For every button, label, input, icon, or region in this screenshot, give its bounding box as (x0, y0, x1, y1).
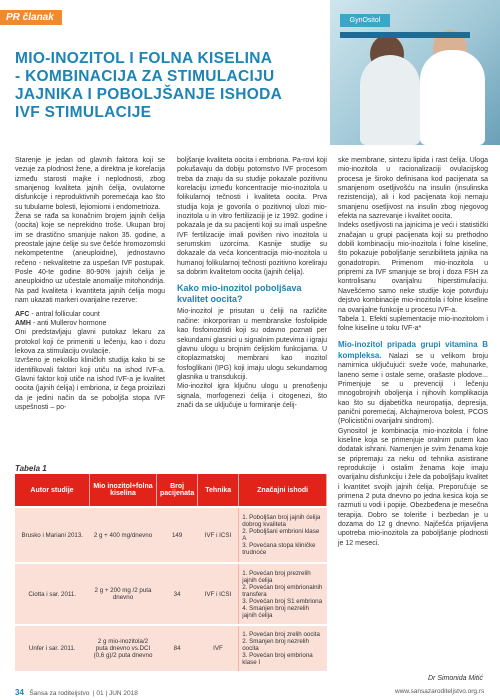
outcome-item: 2. Poboljšani embrioni klase A (242, 528, 320, 542)
paragraph: Gynositol je kombinacija mio-inozitola i folne kiseline koja se primenjuje oralnim putem kao dodatak ishrani. Namenjen je svim ženama koje se pripremaju za neku od tehnika asistirane reprodukcije i ostalim ženama koje imaju ovarijalnu disfunkciju i žele da poboljšaju kvalitet i kvantitet svojih jajnih ćelija. Preporučuje se primena 2 puta dnevno po jedna kesica koja se razmuti u vodi i popije. Obezbeđena je mesečna terapija. Dobro se toleriše i bezbedan je u dozama do 12 g dnevno. Najčešća prijavljena upotreba mio-inozitola za poboljšanje plodnosti je 12 meseci. (338, 427, 488, 547)
page-number: 34 (15, 688, 24, 697)
abbr: AMH (15, 319, 31, 327)
title-line: MIO-INOZITOL I FOLNA KISELINA (15, 50, 273, 67)
issue-info: 01 | JUN 2018 (96, 690, 138, 697)
paragraph: Oni predstavljaju glavni putokaz lekaru za protokol koji će primeniti u lečenju, kao i dozu lekova za stimulaciju ovulacije. (15, 329, 165, 355)
section-tag: PR članak (0, 10, 62, 25)
author-signature: Dr Simonida Mitić (428, 675, 483, 682)
column-header: Značajni ishodi (239, 474, 327, 507)
abbr-desc: - antral follicular count (29, 310, 100, 318)
outcome-item: 3. Povećan broj embriona klase I (242, 652, 313, 666)
definition (15, 310, 165, 319)
cell-technique: IVF i ICSI (198, 507, 239, 563)
paragraph: Žena se rađa sa konačnim brojem jajnih ćelija (oocita) koje se neprekidno troše. Ukupan broj im se drastično smanjuje nakon 35. godine, a preostale jajne ćelije su sve češće hromozomski nekompetentne (aneuploidne), jednostavno rečeno - nekvalitetne za uspešan IVF postupak. Posle 40-te godine 80-90% jajnih ćelija je aneuploidno uz učestale anomalije mitohondrija. Na pad kvaliteta i kvantiteta jajnih ćelija mogu nam ukazati markeri ovarijalne rezerve: (15, 213, 165, 305)
outcome-item: 2. Povećan broj embrionalnih transfera (242, 583, 323, 598)
cell-patients: 34 (157, 563, 198, 625)
table-header-row (15, 474, 327, 507)
person-body (360, 55, 420, 145)
person-body (420, 50, 485, 145)
cell-outcomes (239, 563, 327, 625)
column-2 (177, 156, 327, 410)
cell-technique: IVF i ICSI (198, 563, 239, 625)
abbr-desc: - anti Mullerov hormone (30, 319, 107, 327)
cell-dose: 2 g mio-inozitola/2 puta dnevno vs.DCI (0,6 g)/2 puta dnevno (90, 625, 157, 671)
definition (15, 319, 165, 328)
results-table (15, 474, 327, 671)
paragraph: Indeks osetljivosti na jajnicima je veći i statistički značajan u grupi pacijenata koji su prethodno dobili kombinaciju mio-inozitola i folne kiseline, što pokazuje poboljšanje senzibiliteta jajnika na gonadotropin. Primenom mio-inozitola u pripremi za IVF smanjuje se broj i doza FSH za kontrolisanu ovarijalnu hiperstimulaciju. Navešćemo samo neke studije koje potvrđuju dejstvo kombinacije mio-inozitola i folne kiseline na ovarijalne funkcije u procesu IVF-a. (338, 222, 488, 314)
outcome-item: 4. Smanjen broj nezrelih jajnih ćelija (242, 604, 309, 619)
footer-website: www.sansazaroditeljstvo.org.rs (395, 688, 485, 695)
title-line: - KOMBINACIJA ZA STIMULACIJU (15, 68, 275, 85)
cell-technique: IVF (198, 625, 239, 671)
outcome-item: 1. Poboljšan broj jajnih ćelija dobrog kvaliteta (242, 514, 321, 528)
column-header: Autor studije (15, 474, 90, 507)
cell-author: Ciotta i sar. 2011. (15, 563, 90, 625)
title-line: IVF STIMULACIJE (15, 104, 152, 121)
paragraph: Mio-inozitol je prisutan u ćeliji na različite načine: inkorporiran u membranske fosfolipide kao fosfoinozitidi koji su odavno poznati per sekundarni glasnici u signalnim putevima i igraju glavnu ulogu u brojnim ćelijskim funkcijama. U citoplazmatskoj membrani kao inozitol fosfoglikani (IPG) koji imaju ulogu sekundarnog glasnika u transdukciji. (177, 308, 327, 381)
table-row (15, 625, 327, 671)
outcome-item: 2. Smanjen broj nezrelih oocita (242, 638, 309, 652)
brand-bar (340, 32, 470, 38)
column-3 (338, 156, 488, 548)
cell-outcomes (239, 507, 327, 563)
cell-patients: 84 (157, 625, 198, 671)
table-caption: Tabela 1 (15, 464, 47, 473)
column-header: Broj pacijenata (157, 474, 198, 507)
paragraph (338, 339, 488, 427)
paragraph: Izvršeno je nekoliko kliničkih studija kako bi se identifikovali faktori koji utiču na ishod IVF-a. Glavni faktor koji utiče na ishod IVF-a je kvalitet oocita (jajnih ćelija) i embriona, iz čega proizilazi da je jedini način da se poboljša stopa IVF uspešnosti – po- (15, 357, 165, 411)
hero-image (330, 0, 500, 145)
article-title (15, 50, 320, 122)
cell-dose: 2 g + 200 mg /2 puta dnevno (90, 563, 157, 625)
cell-patients: 149 (157, 507, 198, 563)
table-row (15, 563, 327, 625)
paragraph: Starenje je jedan od glavnih faktora koji se vezuje za plodnost žene, a direktna je korelacija između starosti majke i neplodnosti, zbog smanjenog kvaliteta jajnih ćelija, ovulatorne disfunkcije i reproduktivnih poremećaja kao što su tubularne bolesti, lejiomiomi i endometrioza. (15, 157, 165, 211)
brand-logo: GynOsitol (340, 14, 390, 27)
cell-outcomes (239, 625, 327, 671)
footer-left: 34 Šansa za roditeljstvo | 01 | JUN 2018 (15, 688, 138, 697)
paragraph: Tabela 1. Efekti suplementacije mio-inozitolom i folne kiseline u toku IVF-a* (338, 315, 488, 333)
table-row (15, 507, 327, 563)
subheading: Mio-inozitol pripada grupi vitamina B kompleksa. (338, 339, 488, 360)
column-header: Mio inozitol+folna kiselina (90, 474, 157, 507)
outcome-item: 1. Povećan broj zrelih oocita (242, 631, 320, 638)
paragraph: ske membrane, sintezu lipida i rast ćelija. Uloga mio-inozitola u racionalizaciji ovulacijskog procesa je široko definisana kod pacijenata sa smanjenom osetljivošću na insulin (insulinska rezistencija), ali i kod pacijenata koji nemaju smanjenu osetljivost na insulin zbog njegovog efekta na sazrevanje i kvalitet oocita. (338, 157, 488, 221)
paragraph-text: Nalazi se u velikom broju namirnica uključujući: sveže voće, mahunarke, lanenо seme i ostale seme, orašaste plodove... Primenjuje se u prevenciji i lečenju mnogobrojnih oboljenja i njihovih komplikacija kao što su dijabetička neuropatija, depresija, panični poremećaj, Alchajmerova bolest, PCOS (Policistični ovarijalni sindrom). (338, 352, 488, 426)
cell-author: Unfer i sar. 2011. (15, 625, 90, 671)
outcome-item: 3. Povećan broj S1 embriona (242, 597, 323, 605)
cell-dose: 2 g + 400 mg/dnevno (90, 507, 157, 563)
paragraph: boljšanje kvaliteta oocita i embriona. Pa-rovi koji pokušavaju da dobiju potomstvo IVF procesom treba da znaju da su studije pokazale pozitivnu korelaciju između koncentracije mio-inozitola u folikularnoj tečnosti i kvaliteta oocita. Prva studija koja je govorila o pozitivnoj ulozi mio-inozitola u in vitro fertilizaciji je iz 1992. godine i pokazala je da su pacijenti koji su imali uspešne IVF fertilizacije imali povišen nivo inozitola u serumskim uzorcima. Kasnije studije su dokazale da veća koncentracija mio-inozitola u humanoj folikularnoj tečnosti pozitivno koreliraju sa dobrim kvalitetom oocita (jajnih ćelija). (177, 157, 327, 277)
subheading: Kako mio-inozitol poboljšava kvalitet oocita? (177, 283, 302, 305)
outcome-item: 1. Povećan broj prezrelih jajnih ćelija (242, 569, 311, 584)
outcome-item: 3. Povećana stopa kliničke trudnoće (242, 542, 316, 556)
column-1 (15, 156, 165, 412)
cell-author: Brusko i Mariani 2013. (15, 507, 90, 563)
column-header: Tehnika (198, 474, 239, 507)
title-line: JAJNIKA I POBOLJŠANJE ISHODA (15, 86, 283, 103)
abbr: AFC (15, 310, 30, 318)
magazine-name: Šansa za roditeljstvo (29, 690, 90, 697)
paragraph: Mio-inozitol igra ključnu ulogu u prenošenju signala, morfogenezi ćelija i citogenezi, što znači da se uključuje u formiranje ćelij- (177, 383, 327, 409)
